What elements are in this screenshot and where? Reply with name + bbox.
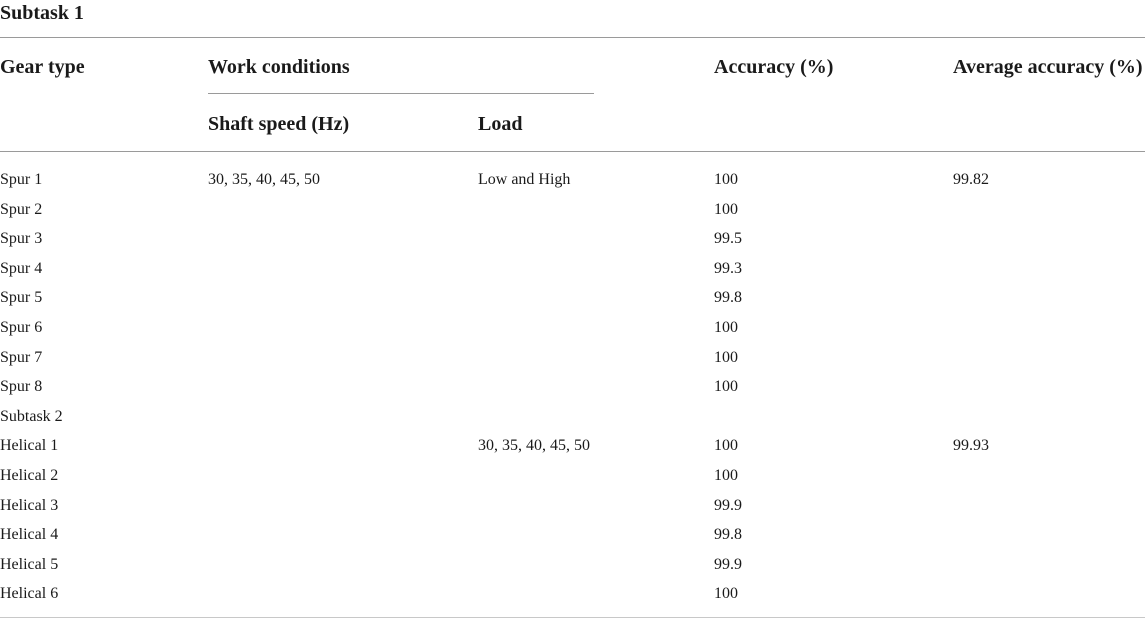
cell-gear-type: Helical 1 — [0, 437, 59, 454]
header-load: Load — [478, 113, 523, 135]
header-gear-type: Gear type — [0, 56, 85, 78]
cell-gear-type: Helical 6 — [0, 585, 59, 602]
cell-accuracy: 99.3 — [714, 260, 742, 277]
cell-gear-type: Spur 6 — [0, 319, 43, 336]
cell-shaft-speed: 30, 35, 40, 45, 50 — [208, 171, 320, 188]
cell-gear-type: Helical 4 — [0, 526, 59, 543]
table-bottom-rule — [0, 617, 1145, 618]
header-work-conditions: Work conditions — [208, 56, 350, 78]
cell-load: Low and High — [478, 171, 571, 188]
header-average-accuracy: Average accuracy (%) — [953, 56, 1143, 78]
cell-accuracy: 100 — [714, 378, 738, 395]
table-caption: Subtask 1 — [0, 2, 84, 24]
header-accuracy: Accuracy (%) — [714, 56, 834, 78]
cell-average-accuracy: 99.93 — [953, 437, 989, 454]
cell-gear-type: Spur 5 — [0, 289, 43, 306]
cell-average-accuracy: 99.82 — [953, 171, 989, 188]
table-top-rule — [0, 37, 1145, 38]
cell-accuracy: 100 — [714, 467, 738, 484]
cell-accuracy: 99.8 — [714, 289, 742, 306]
cell-accuracy: 99.9 — [714, 556, 742, 573]
cell-gear-type: Subtask 2 — [0, 408, 63, 425]
cell-gear-type: Helical 3 — [0, 497, 59, 514]
cell-gear-type: Spur 2 — [0, 201, 43, 218]
cell-gear-type: Helical 5 — [0, 556, 59, 573]
cell-accuracy: 99.9 — [714, 497, 742, 514]
cell-gear-type: Spur 1 — [0, 171, 43, 188]
cell-accuracy: 100 — [714, 349, 738, 366]
cell-gear-type: Spur 4 — [0, 260, 43, 277]
cell-gear-type: Spur 7 — [0, 349, 43, 366]
cell-accuracy: 100 — [714, 437, 738, 454]
cell-gear-type: Spur 3 — [0, 230, 43, 247]
cell-load: 30, 35, 40, 45, 50 — [478, 437, 590, 454]
header-bottom-rule — [0, 151, 1145, 152]
cell-accuracy: 100 — [714, 201, 738, 218]
cell-accuracy: 100 — [714, 319, 738, 336]
header-shaft-speed: Shaft speed (Hz) — [208, 113, 350, 135]
cell-gear-type: Spur 8 — [0, 378, 43, 395]
work-conditions-rule — [208, 93, 594, 94]
cell-accuracy: 99.5 — [714, 230, 742, 247]
cell-accuracy: 99.8 — [714, 526, 742, 543]
cell-gear-type: Helical 2 — [0, 467, 59, 484]
cell-accuracy: 100 — [714, 585, 738, 602]
cell-accuracy: 100 — [714, 171, 738, 188]
